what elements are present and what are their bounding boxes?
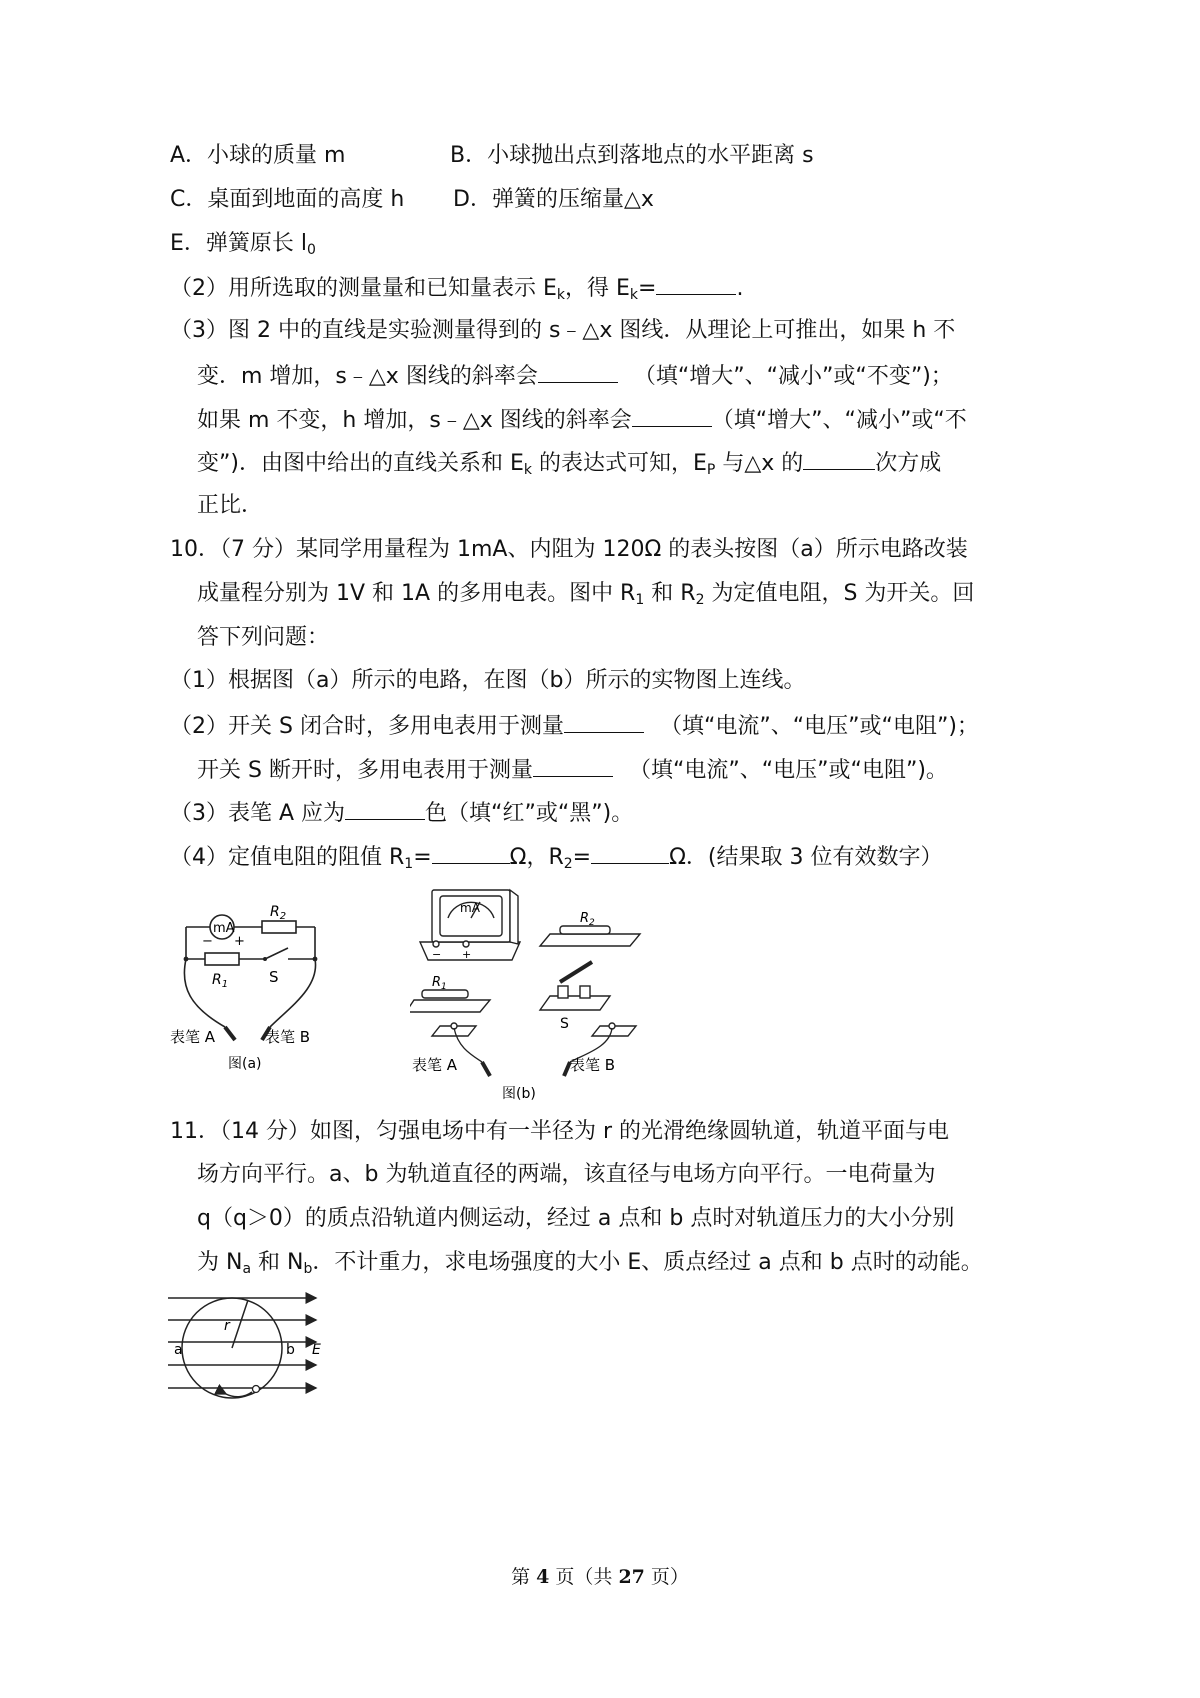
- ammeter-label: mA: [213, 921, 235, 936]
- probe-b-label: 表笔 B: [570, 1056, 616, 1074]
- charged-particle: [253, 1386, 260, 1393]
- r1-label: $R_1$: [212, 972, 229, 990]
- figure-circular-track: [168, 1286, 328, 1406]
- svg-text:−: −: [202, 934, 213, 949]
- svg-text:−: −: [432, 948, 442, 961]
- q10-part2-line2: 开关 S 断开时，多用电表用于测量 （填“电流”、“电压”或“电阻”)。: [197, 754, 948, 786]
- q9-part3-line2: 变．m 增加，s﹣△x 图线的斜率会 （填“增大”、“减小”或“不变”)；: [197, 360, 953, 392]
- resistor-r1-symbol: [205, 953, 239, 965]
- page-footer: 第 4 页（共 27 页）: [511, 1566, 689, 1588]
- radius-line: [232, 1300, 248, 1348]
- r2-label: $R_2$: [580, 911, 595, 928]
- q10-stem-line1: 10．（7 分）某同学用量程为 1mA、内阻为 120Ω 的表头按图（a）所示电路改装: [170, 537, 968, 562]
- q10-part4: （4）定值电阻的阻值 $R_1= \Omega$，$R_2= \Omega$．(结果取 3 位有效数字）: [170, 841, 943, 879]
- figure-b-caption: 图(b): [502, 1086, 536, 1102]
- switch-board: [540, 996, 610, 1010]
- answer-blank: [564, 710, 644, 733]
- radius-label: r: [224, 1318, 230, 1334]
- switch-label: S: [269, 968, 279, 986]
- switch-label: S: [560, 1016, 569, 1032]
- q9-part3-line5: 正比．: [197, 493, 264, 518]
- q9-part3-line3: 如果 m 不变，h 增加，s﹣△x 图线的斜率会 （填“增大”、“减小”或“不: [197, 404, 967, 436]
- q9-part3-line1: （3）图 2 中的直线是实验测量得到的 s﹣△x 图线．从理论上可推出，如果 h 不: [170, 318, 956, 343]
- q11-stem-line2: 场方向平行。a、b 为轨道直径的两端，该直径与电场方向平行。一电荷量为: [197, 1162, 936, 1187]
- answer-blank: [656, 272, 736, 295]
- q10-part1: （1）根据图（a）所示的电路，在图（b）所示的实物图上连线。: [170, 668, 806, 693]
- answer-blank: [432, 841, 510, 864]
- q11-stem-line1: 11．（14 分）如图，匀强电场中有一半径为 r 的光滑绝缘圆轨道，轨道平面与电: [170, 1119, 950, 1144]
- q11-stem-line4: 为 $N_a$ 和 $N_b$．不计重力，求电场强度的大小 E、质点经过 a 点和 b 点时的动能。: [197, 1250, 983, 1277]
- resistor-r2-symbol: [262, 921, 296, 933]
- svg-text:+: +: [234, 934, 245, 949]
- r1-board: [410, 1000, 490, 1012]
- field-label: E: [312, 1342, 321, 1358]
- figure-a-circuit: [170, 892, 350, 1082]
- probe-a-label: 表笔 A: [412, 1056, 458, 1074]
- q10-part2-line1: （2）开关 S 闭合时，多用电表用于测量 （填“电流”、“电压”或“电阻”)；: [170, 710, 979, 742]
- option-b: B．小球抛出点到落地点的水平距离 s: [450, 143, 814, 168]
- point-b-label: b: [286, 1342, 295, 1358]
- option-a: A．小球的质量 m: [170, 143, 346, 168]
- answer-blank: [632, 404, 712, 427]
- q10-stem-line2: 成量程分别为 1V 和 1A 的多用电表。图中 $R_1$ 和 $R_2$ 为定值电阻，S 为开关。回: [197, 581, 975, 608]
- r1-label: $R_1$: [432, 975, 447, 992]
- point-a-label: a: [174, 1342, 183, 1358]
- q11-stem-line3: q（q＞0）的质点沿轨道内侧运动，经过 a 点和 b 点时对轨道压力的大小分别: [197, 1206, 955, 1231]
- option-c: C．桌面到地面的高度 h: [170, 187, 405, 212]
- probe-a-label: 表笔 A: [170, 1028, 216, 1046]
- q10-part3: （3）表笔 A 应为 色（填“红”或“黑”)。: [170, 797, 633, 829]
- answer-blank: [345, 797, 425, 820]
- answer-blank: [803, 447, 875, 470]
- r2-label: $R_2$: [270, 904, 287, 922]
- switch-symbol: [265, 948, 288, 959]
- option-d: D．弹簧的压缩量△x: [453, 187, 654, 212]
- svg-text:+: +: [462, 948, 472, 961]
- answer-blank: [591, 841, 669, 864]
- q9-part3-line4: 变”)．由图中给出的直线关系和 $E_k$ 的表达式可知，$E_P$ 与△x 的 次方成: [197, 447, 941, 485]
- q9-part2: （2）用所选取的测量量和已知量表示 $E_k$，得 $E_k=$ .: [170, 272, 743, 310]
- answer-blank: [533, 754, 613, 777]
- r2-board: [540, 934, 640, 946]
- answer-blank: [538, 360, 618, 383]
- meter-label: mA: [460, 901, 480, 915]
- probe-b-label: 表笔 B: [265, 1028, 311, 1046]
- option-e: E．弹簧原长 $l_0$: [170, 231, 316, 258]
- q10-stem-line3: 答下列问题：: [197, 625, 330, 650]
- figure-b-apparatus: [410, 882, 670, 1104]
- figure-a-caption: 图(a): [228, 1056, 262, 1072]
